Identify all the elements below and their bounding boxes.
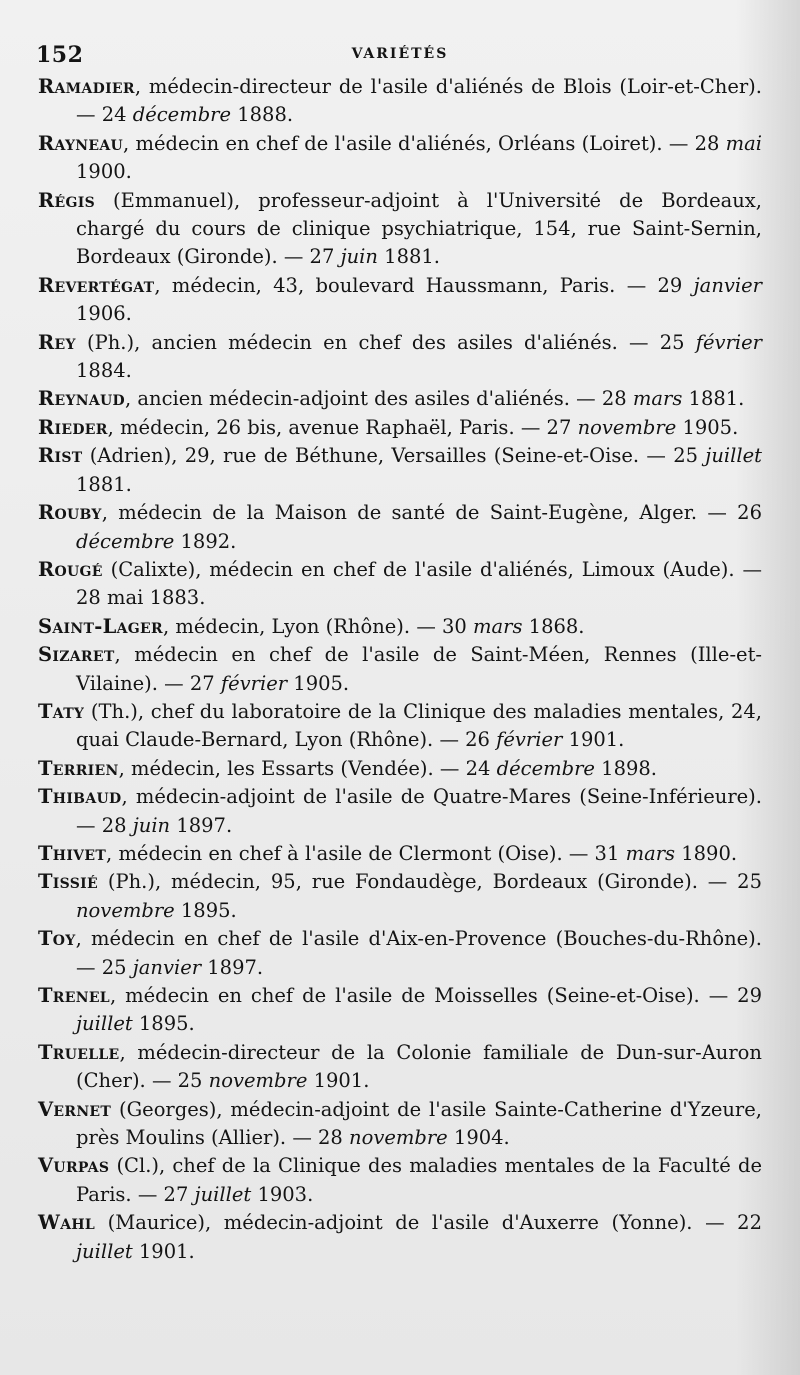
entry-text: , médecin en chef de l'asile d'Aix-en-Provence (Bouches-du-Rhône). — 25 xyxy=(75,927,762,979)
entry-year: 1868. xyxy=(522,614,585,638)
entry-date: décembre xyxy=(496,756,595,780)
list-item xyxy=(38,272,762,329)
entry-year: 1881. xyxy=(377,245,441,269)
entry-text: , médecin, les Essarts (Vendée). — 24 xyxy=(118,756,497,780)
entry-date: juin xyxy=(132,813,171,837)
entry-text: , médecin en chef de l'asile de Moisselles (Seine-et-Oise). — 29 xyxy=(109,984,762,1007)
entry-date: mars xyxy=(473,614,523,638)
entry-text: (Ph.), ancien médecin en chef des asiles d'aliénés. — 25 xyxy=(75,330,696,354)
entry-name: Vernet xyxy=(38,1097,112,1121)
entry-date: janvier xyxy=(693,273,762,297)
entry-text: (Emmanuel), professeur-adjoint à l'Université de Bordeaux, chargé du cours de clinique psychiatrique, 154, rue Saint-Sernin, Bordeaux (Gironde). — 27 xyxy=(76,188,762,269)
entry-name: Thivet xyxy=(38,841,107,865)
entry-date: novembre xyxy=(577,415,677,439)
entry-year: 1881. xyxy=(682,387,745,411)
entry-text: , médecin en chef à l'asile de Clermont (Oise). — 31 xyxy=(106,841,626,865)
entry-text: (Georges), médecin-adjoint de l'asile Sainte-Catherine d'Yzeure, près Moulins (Allier). — 28 xyxy=(76,1097,762,1150)
entry-name: Truelle xyxy=(38,1040,120,1064)
entry-name: Rayneau xyxy=(38,131,124,155)
entry-name: Tissié xyxy=(38,870,98,894)
entry-year: 1895. xyxy=(174,898,237,922)
list-item xyxy=(38,1209,762,1266)
list-item xyxy=(38,982,762,1039)
entry-date: novembre xyxy=(76,898,175,922)
list-item xyxy=(38,641,762,698)
list-item xyxy=(38,385,762,413)
entry-date: juillet xyxy=(194,1182,252,1206)
entry-text: , médecin-adjoint de l'asile de Quatre-Mares (Seine-Inférieure). — 28 xyxy=(76,785,762,837)
page-header xyxy=(36,42,764,72)
entry-date: février xyxy=(695,330,762,354)
list-item xyxy=(38,925,762,982)
entry-text: , médecin, Lyon (Rhône). — 30 xyxy=(162,614,474,638)
entry-year: 1892. xyxy=(174,529,237,553)
entry-text: (Adrien), 29, rue de Béthune, Versailles (Seine-et-Oise. — 25 xyxy=(82,444,706,468)
entry-name: Trenel xyxy=(38,984,110,1007)
entry-year: 1898. xyxy=(594,756,657,780)
entry-date: juillet xyxy=(705,444,762,468)
entry-date: mars xyxy=(625,841,676,865)
entry-name: Saint-Lager xyxy=(38,614,163,638)
entry-year: 1903. xyxy=(251,1182,314,1206)
entry-text: (Cl.), chef de la Clinique des maladies mentales de la Faculté de Paris. — 27 xyxy=(76,1154,762,1206)
entry-date: novembre xyxy=(349,1126,448,1150)
entry-name: Ramadier xyxy=(38,75,135,98)
running-head: VARIÉTÉS xyxy=(351,46,449,62)
list-item xyxy=(38,499,762,556)
entry-date: janvier xyxy=(132,955,202,979)
entry-text: , médecin en chef de l'asile de Saint-Méen, Rennes (Ille-et-Vilaine). — 27 xyxy=(76,643,762,695)
entry-name: Sizaret xyxy=(38,643,115,667)
list-item xyxy=(38,698,762,755)
entry-year: 1900. xyxy=(76,160,132,184)
entry-year: 1905. xyxy=(676,415,739,439)
entry-text: (Th.), chef du laboratoire de la Clinique des maladies mentales, 24, quai Claude-Bernard, Lyon (Rhône). — 26 xyxy=(76,699,762,752)
entry-name: Vurpas xyxy=(38,1154,110,1178)
entry-text: (Ph.), médecin, 95, rue Fondaudège, Bordeaux (Gironde). — 25 xyxy=(98,870,762,894)
entry-name: Taty xyxy=(38,699,85,723)
list-item xyxy=(38,1152,762,1209)
entry-text: , médecin de la Maison de santé de Saint-Eugène, Alger. — 26 xyxy=(101,501,762,525)
entry-text: , médecin-directeur de la Colonie familiale de Dun-sur-Auron (Cher). — 25 xyxy=(76,1040,762,1093)
list-item xyxy=(38,187,762,272)
entry-name: Toy xyxy=(38,927,76,951)
entry-text: (Maurice), médecin-adjoint de l'asile d'Auxerre (Yonne). — 22 xyxy=(95,1211,762,1235)
entry-name: Reynaud xyxy=(38,387,125,411)
entry-name: Terrien xyxy=(38,756,119,780)
entry-date: novembre xyxy=(208,1069,308,1093)
entry-date: décembre xyxy=(76,529,175,553)
entry-year: 1901. xyxy=(562,728,625,752)
list-item xyxy=(38,1096,762,1153)
entry-text: , médecin-directeur de l'asile d'aliénés de Blois (Loir-et-Cher). — 24 xyxy=(76,75,762,127)
entry-year: 1904. xyxy=(447,1126,510,1150)
list-item xyxy=(38,442,762,499)
entry-year: 1905. xyxy=(287,671,350,695)
list-item xyxy=(38,755,762,783)
list-item xyxy=(38,613,762,641)
entry-text: (Calixte), médecin en chef de l'asile d'aliénés, Limoux (Aude). — 28 mai 1883. xyxy=(76,557,762,610)
entry-text: , médecin, 43, boulevard Haussmann, Paris. — 29 xyxy=(154,273,694,297)
entry-name: Rougé xyxy=(38,557,103,581)
entry-name: Revertégat xyxy=(38,273,155,297)
entry-name: Wahl xyxy=(38,1211,96,1235)
list-item xyxy=(38,414,762,442)
entry-date: mars xyxy=(632,387,683,411)
entry-date: février xyxy=(220,671,288,695)
list-item xyxy=(38,868,762,925)
entry-name: Régis xyxy=(38,188,95,212)
entry-date: février xyxy=(496,728,563,752)
list-item xyxy=(38,130,762,187)
entry-year: 1881. xyxy=(76,472,132,496)
entry-name: Rouby xyxy=(38,501,102,525)
entry-year: 1897. xyxy=(170,813,233,837)
entry-year: 1884. xyxy=(76,359,132,383)
entry-year: 1888. xyxy=(231,103,294,127)
entry-name: Rey xyxy=(38,330,76,354)
entry-year: 1901. xyxy=(132,1239,195,1263)
entry-text: , ancien médecin-adjoint des asiles d'aliénés. — 28 xyxy=(124,387,633,411)
entry-year: 1901. xyxy=(307,1069,370,1093)
entry-name: Rist xyxy=(38,444,83,468)
member-list xyxy=(38,73,762,1266)
entry-year: 1897. xyxy=(201,955,264,979)
entry-year: 1895. xyxy=(132,1012,195,1036)
entry-year: 1906. xyxy=(76,302,132,326)
entry-name: Rieder xyxy=(38,415,108,439)
list-item xyxy=(38,783,762,840)
entry-date: juillet xyxy=(76,1239,133,1263)
entry-year: 1890. xyxy=(675,841,738,865)
list-item xyxy=(38,1039,762,1096)
entry-name: Thibaud xyxy=(38,785,122,809)
entry-date: juillet xyxy=(76,1012,133,1036)
list-item xyxy=(38,73,762,130)
list-item xyxy=(38,556,762,613)
entry-date: mai xyxy=(725,131,762,155)
list-item xyxy=(38,840,762,868)
list-item xyxy=(38,329,762,386)
entry-text: , médecin en chef de l'asile d'aliénés, Orléans (Loiret). — 28 xyxy=(123,131,726,155)
entry-date: décembre xyxy=(132,103,232,127)
page-number: 152 xyxy=(36,42,84,68)
entry-date: juin xyxy=(340,245,378,269)
entry-text: , médecin, 26 bis, avenue Raphaël, Paris. — 27 xyxy=(107,415,578,439)
